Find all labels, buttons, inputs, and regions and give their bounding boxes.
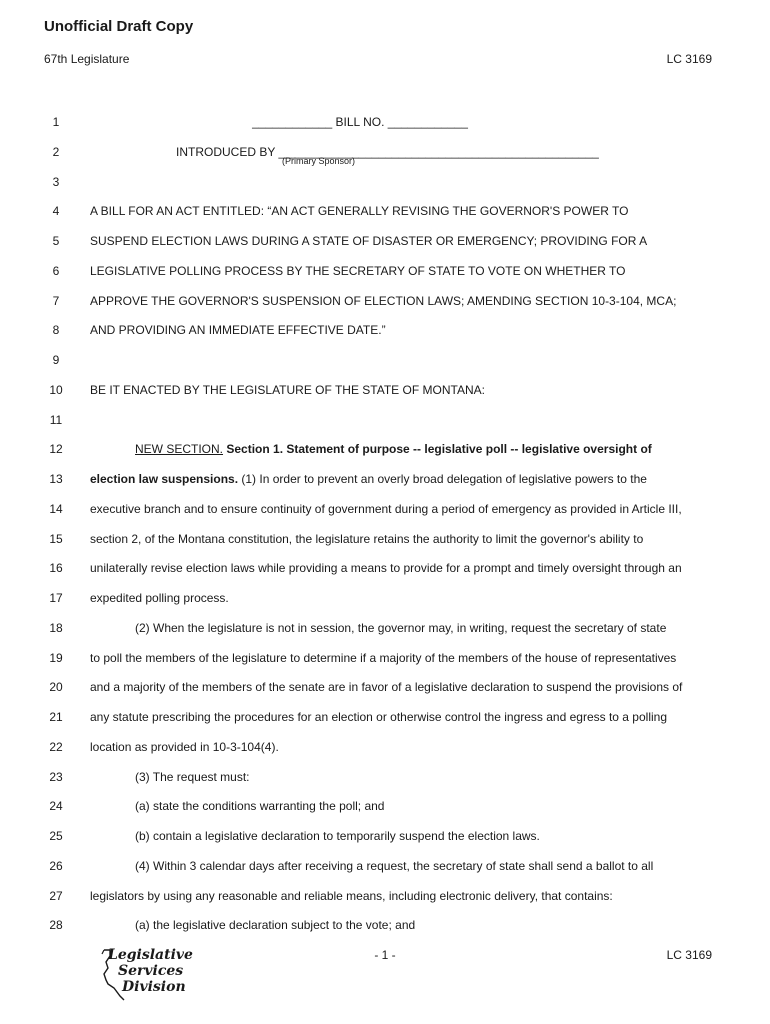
bold-text: election law suspensions. <box>90 472 239 486</box>
line-number: 19 <box>49 650 63 665</box>
introduced-by-line: INTRODUCED BY ________________________________________________ <box>176 144 599 159</box>
line-number: 28 <box>49 918 63 933</box>
text-segment: (a) state the conditions warranting the poll; and <box>135 799 385 814</box>
line-text <box>90 472 714 486</box>
bill-line <box>0 916 770 936</box>
bill-line <box>0 559 770 579</box>
lc-number-top: LC 3169 <box>666 52 712 66</box>
bill-line <box>0 619 770 639</box>
bill-line <box>0 262 770 282</box>
line-number: 3 <box>52 174 60 189</box>
bill-line <box>0 589 770 609</box>
text-segment: expedited polling process. <box>90 591 229 605</box>
lc-number-bottom: LC 3169 <box>666 948 712 962</box>
line-text <box>90 770 714 784</box>
line-text <box>90 294 714 308</box>
line-text <box>90 799 714 813</box>
page-number: - 1 - <box>374 948 396 962</box>
bill-line <box>0 678 770 698</box>
primary-sponsor-label: (Primary Sponsor) <box>282 156 356 166</box>
line-number: 15 <box>49 531 63 546</box>
bill-line <box>0 113 770 133</box>
bill-line <box>0 321 770 341</box>
section-label: NEW SECTION. <box>135 442 224 457</box>
line-number: 16 <box>49 561 63 576</box>
line-number: 10 <box>49 382 63 397</box>
line-number: 8 <box>52 323 60 338</box>
text-segment: A BILL FOR AN ACT ENTITLED: “AN ACT GENERALLY REVISING THE GOVERNOR'S POWER TO <box>90 204 629 219</box>
bill-line <box>0 351 770 371</box>
line-text <box>90 859 714 873</box>
bill-line <box>0 173 770 193</box>
line-number: 12 <box>49 442 63 457</box>
logo-line-legislative: Legislative <box>108 947 193 963</box>
line-text <box>90 651 714 665</box>
logo-line-services: Services <box>118 963 184 979</box>
line-text <box>90 680 714 694</box>
text-segment: executive branch and to ensure continuity of government during a period of emergency as provided in Article III, <box>90 501 682 516</box>
bill-line <box>0 649 770 669</box>
bill-line <box>0 738 770 758</box>
line-number: 7 <box>52 293 60 308</box>
line-text <box>90 532 714 546</box>
line-number: 4 <box>52 204 60 219</box>
bold-text: Section 1. Statement of purpose -- legislative poll -- legislative oversight of <box>223 442 652 457</box>
line-text <box>90 264 714 278</box>
text-segment: legislators by using any reasonable and reliable means, including electronic delivery, that contains: <box>90 888 613 903</box>
bill-line <box>0 797 770 817</box>
line-number: 27 <box>49 888 63 903</box>
line-text <box>90 591 714 605</box>
line-number: 25 <box>49 829 63 843</box>
text-segment: (a) the legislative declaration subject to the vote; and <box>135 918 416 933</box>
legislative-services-division-logo <box>98 946 193 1002</box>
bill-number-line: ____________ BILL NO. ____________ <box>252 115 468 129</box>
bill-line <box>0 887 770 907</box>
line-number: 13 <box>49 472 63 486</box>
line-number: 24 <box>49 799 63 814</box>
bill-line <box>0 470 770 490</box>
text-segment: (3) The request must: <box>135 769 250 784</box>
bill-line <box>0 500 770 520</box>
line-text <box>90 829 714 843</box>
line-text <box>90 502 714 516</box>
line-text <box>90 323 714 337</box>
text-segment: section 2, of the Montana constitution, the legislature retains the authority to limit the governor's ability to <box>90 531 644 546</box>
bill-line <box>0 232 770 252</box>
line-number: 2 <box>52 144 60 159</box>
bill-line <box>0 202 770 222</box>
bill-line <box>0 411 770 431</box>
line-number: 1 <box>52 115 60 129</box>
line-text <box>90 740 714 754</box>
bill-line <box>0 857 770 877</box>
line-number: 18 <box>49 620 63 635</box>
text-segment: to poll the members of the legislature to determine if a majority of the members of the house of representatives <box>90 650 677 665</box>
line-number: 26 <box>49 858 63 873</box>
text-segment: (2) When the legislature is not in session, the governor may, in writing, request the secretary of state <box>135 620 667 635</box>
text-segment: BE IT ENACTED BY THE LEGISLATURE OF THE STATE OF MONTANA: <box>90 382 485 397</box>
line-text <box>90 234 714 248</box>
logo-line-division: Division <box>122 979 186 995</box>
text-segment: (4) Within 3 calendar days after receiving a request, the secretary of state shall send a ballot to all <box>135 858 654 873</box>
line-text <box>90 561 714 575</box>
line-number: 6 <box>52 263 60 278</box>
bill-line <box>0 143 770 163</box>
line-number: 5 <box>52 234 60 248</box>
line-text <box>90 383 714 397</box>
line-number: 14 <box>49 501 63 516</box>
line-number: 11 <box>49 412 63 427</box>
text-segment: LEGISLATIVE POLLING PROCESS BY THE SECRETARY OF STATE TO VOTE ON WHETHER TO <box>90 263 626 278</box>
line-number: 20 <box>49 680 63 695</box>
bill-line <box>0 381 770 401</box>
line-number: 9 <box>52 353 60 367</box>
line-text <box>90 889 714 903</box>
text-segment: SUSPEND ELECTION LAWS DURING A STATE OF DISASTER OR EMERGENCY; PROVIDING FOR A <box>90 234 648 248</box>
text-segment: location as provided in 10-3-104(4). <box>90 739 279 754</box>
text-segment: APPROVE THE GOVERNOR'S SUSPENSION OF ELECTION LAWS; AMENDING SECTION 10-3-104, MCA; <box>90 293 677 308</box>
text-segment: any statute prescribing the procedures for an election or otherwise control the ingress and egress to a polling <box>90 710 667 724</box>
text-segment: unilaterally revise election laws while providing a means to provide for a prompt and timely oversight through an <box>90 561 682 576</box>
line-text <box>90 621 714 635</box>
line-number: 17 <box>49 591 63 605</box>
bill-line <box>0 708 770 728</box>
bill-line <box>0 292 770 312</box>
bill-line <box>0 530 770 550</box>
bill-line <box>0 440 770 460</box>
line-number: 21 <box>49 710 63 724</box>
text-segment: AND PROVIDING AN IMMEDIATE EFFECTIVE DATE.” <box>90 323 386 338</box>
line-number: 23 <box>49 769 63 784</box>
bill-line <box>0 768 770 788</box>
line-text <box>90 204 714 218</box>
bill-line <box>0 827 770 847</box>
text-segment: and a majority of the members of the senate are in favor of a legislative declaration to suspend the provisions of <box>90 680 683 695</box>
document-title: Unofficial Draft Copy <box>44 18 194 35</box>
line-number: 22 <box>49 739 63 754</box>
line-text <box>90 442 714 456</box>
legislature-label: 67th Legislature <box>44 52 130 66</box>
text-segment: (b) contain a legislative declaration to temporarily suspend the election laws. <box>135 829 540 843</box>
line-text <box>90 710 714 724</box>
line-text <box>90 918 714 932</box>
text-segment: (1) In order to prevent an overly broad delegation of legislative powers to the <box>238 472 647 486</box>
